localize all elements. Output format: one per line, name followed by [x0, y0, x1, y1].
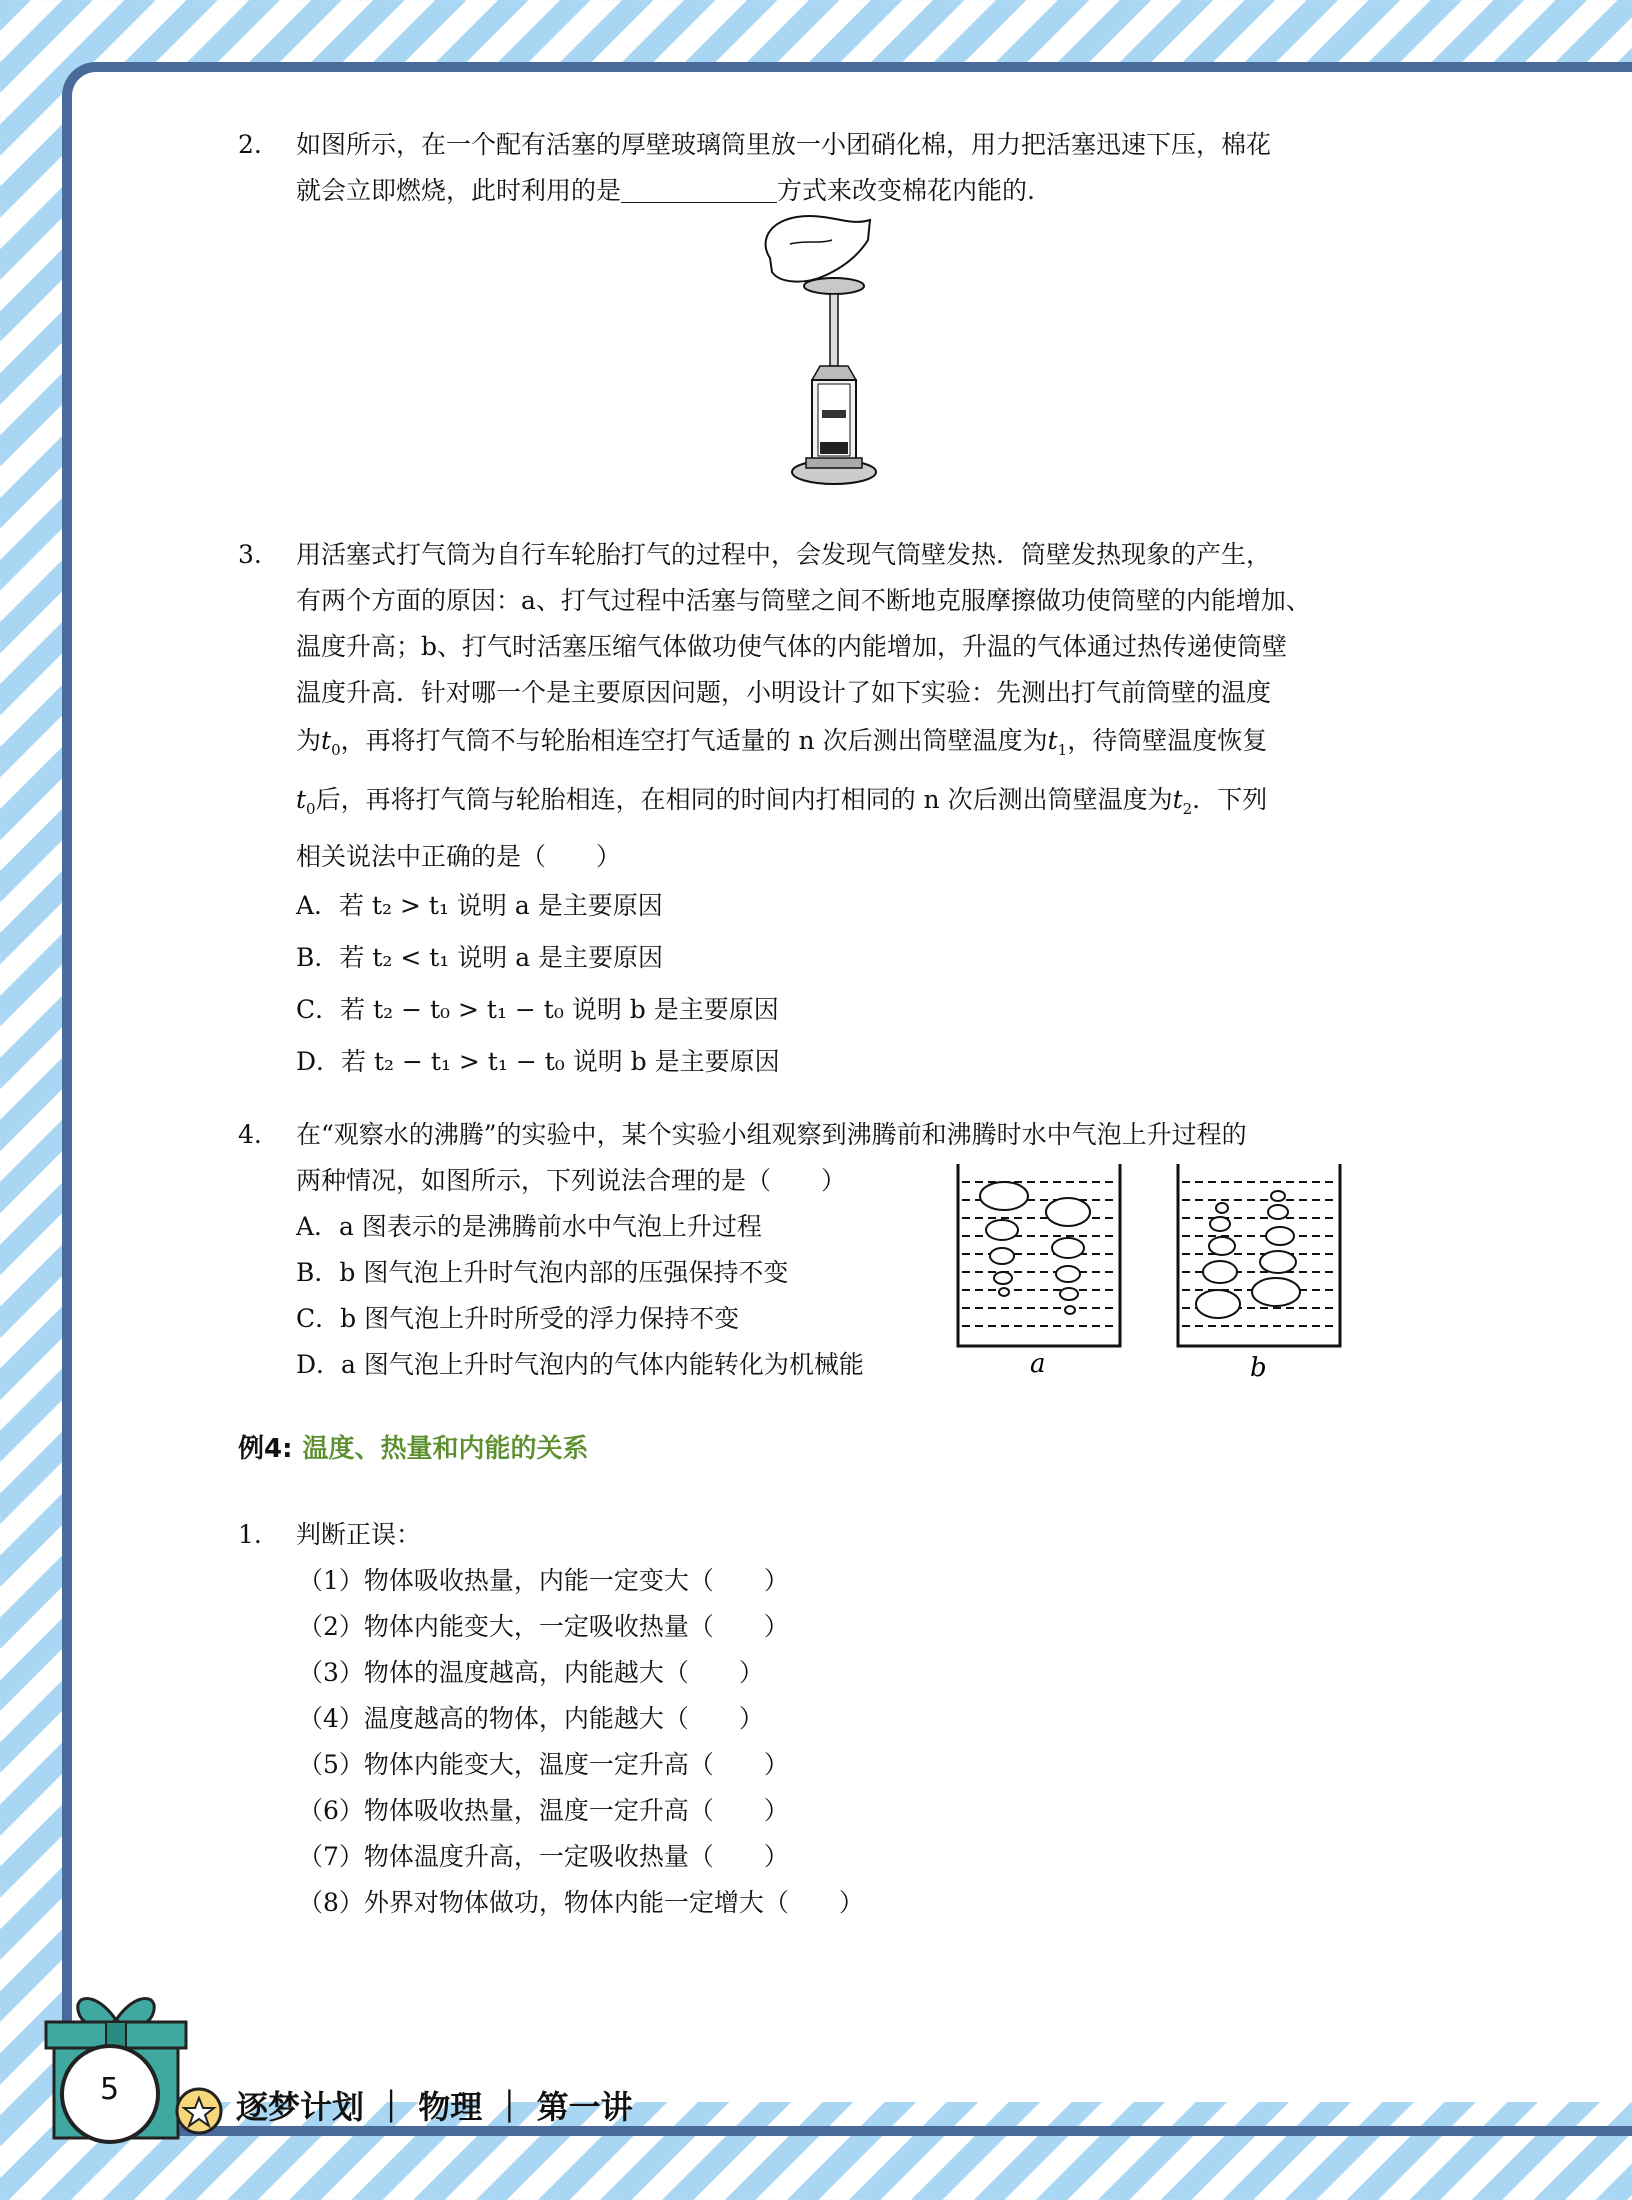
option-d[interactable]: D．a 图气泡上升时气泡内的气体内能转化为机械能 — [296, 1350, 864, 1379]
question-text-line: 为$t_0$，再将打气筒不与轮胎相连空打气适量的 n 次后测出筒壁温度为$t_1$，待筒壁温度恢复 — [296, 726, 1268, 759]
question-title: 判断正误： — [296, 1520, 422, 1549]
question-text-line: 在“观察水的沸腾”的实验中，某个实验小组观察到沸腾前和沸腾时水中气泡上升过程的 — [296, 1120, 1247, 1149]
judgement-item[interactable]: （6）物体吸收热量，温度一定升高（ ） — [298, 1796, 789, 1825]
piston-apparatus-figure — [750, 210, 910, 492]
question-text-line: 就会立即燃烧，此时利用的是 方式来改变棉花内能的. — [296, 168, 1418, 214]
judgement-item[interactable]: （4）温度越高的物体，内能越大（ ） — [298, 1704, 764, 1733]
judgement-item[interactable]: （1）物体吸收热量，内能一定变大（ ） — [298, 1566, 789, 1595]
footer-title: 逐梦计划 ｜ 物理 ｜ 第一讲 — [236, 2088, 633, 2126]
question-text-line: 温度升高；b、打气时活塞压缩气体做功使气体的内能增加，升温的气体通过热传递使筒壁 — [296, 632, 1288, 661]
question-number: 2. — [238, 130, 262, 159]
example-heading — [238, 1428, 589, 1465]
star-badge-icon — [174, 2086, 224, 2136]
question-number: 1. — [238, 1520, 262, 1549]
option-a[interactable]: A．a 图表示的是沸腾前水中气泡上升过程 — [296, 1212, 762, 1241]
question-text-line: 有两个方面的原因：a、打气过程中活塞与筒壁之间不断地克服摩擦做功使筒壁的内能增加、 — [296, 586, 1311, 615]
figure-label-a: a — [1030, 1349, 1046, 1379]
option-c[interactable]: C．若 t₂ − t₀ > t₁ − t₀ 说明 b 是主要原因 — [296, 995, 779, 1024]
option-d[interactable]: D．若 t₂ − t₁ > t₁ − t₀ 说明 b 是主要原因 — [296, 1047, 780, 1076]
judgement-item[interactable]: （7）物体温度升高，一定吸收热量（ ） — [298, 1842, 789, 1871]
example-topic: 温度、热量和内能的关系 — [302, 1434, 589, 1464]
question-text-line: 如图所示，在一个配有活塞的厚壁玻璃筒里放一小团硝化棉，用力把活塞迅速下压，棉花 — [296, 130, 1272, 159]
figure-label-b: b — [1250, 1353, 1267, 1380]
question-text-line: $t_0$后，再将打气筒与轮胎相连，在相同的时间内打相同的 n 次后测出筒壁温度为$t_2$．下列 — [296, 785, 1268, 818]
judgement-item[interactable]: （2）物体内能变大，一定吸收热量（ ） — [298, 1612, 789, 1641]
question-number: 4. — [238, 1120, 262, 1149]
question-text-line: 用活塞式打气筒为自行车轮胎打气的过程中，会发现气筒壁发热．筒壁发热现象的产生， — [296, 540, 1272, 569]
option-a[interactable]: A．若 t₂ > t₁ 说明 a 是主要原因 — [296, 891, 663, 920]
option-b[interactable]: B．若 t₂ < t₁ 说明 a 是主要原因 — [296, 943, 664, 972]
beaker-b — [1178, 1164, 1340, 1380]
question-2 — [238, 122, 1418, 214]
question-text-line: 两种情况，如图所示，下列说法合理的是（ ） — [296, 1166, 847, 1195]
question-3 — [238, 532, 1418, 1088]
answer-blank[interactable] — [621, 172, 777, 203]
judgement-item[interactable]: （3）物体的温度越高，内能越大（ ） — [298, 1658, 764, 1687]
judgement-item[interactable]: （8）外界对物体做功，物体内能一定增大（ ） — [298, 1888, 864, 1917]
judgement-item[interactable]: （5）物体内能变大，温度一定升高（ ） — [298, 1750, 789, 1779]
example-label: 例4: — [238, 1434, 293, 1464]
question-text-line: 温度升高．针对哪一个是主要原因问题，小明设计了如下实验：先测出打气前筒壁的温度 — [296, 678, 1272, 707]
beaker-a — [958, 1164, 1120, 1379]
judgement-question — [238, 1512, 1418, 1926]
page-number: 5 — [100, 2072, 120, 2107]
option-b[interactable]: B．b 图气泡上升时气泡内部的压强保持不变 — [296, 1258, 789, 1287]
bubbles-figure — [950, 1160, 1350, 1380]
question-number: 3. — [238, 540, 262, 569]
option-c[interactable]: C．b 图气泡上升时所受的浮力保持不变 — [296, 1304, 740, 1333]
question-text-line: 相关说法中正确的是（ ） — [296, 842, 622, 871]
